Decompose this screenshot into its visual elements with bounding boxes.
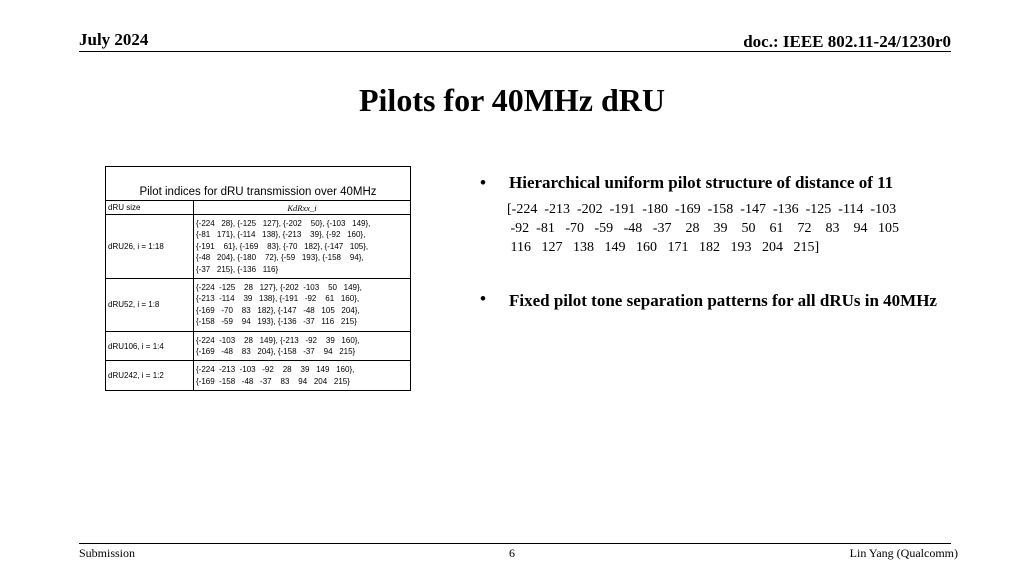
sequence-line: 116 127 138 149 160 171 182 193 204 215]	[507, 240, 820, 255]
bullet-icon: •	[480, 173, 486, 192]
table-header-dru-size: dRU size	[106, 201, 194, 215]
table-caption: Pilot indices for dRU transmission over 40MHz	[106, 167, 411, 201]
table-row	[106, 215, 411, 279]
value-line: {-169 -70 83 182}, {-147 -48 105 204},	[196, 305, 360, 315]
slide-title: Pilots for 40MHz dRU	[358, 82, 666, 118]
sequence-line: -92 -81 -70 -59 -48 -37 28 39 50 61 72 83 94 105	[507, 221, 899, 236]
header-date: July 2024	[79, 30, 149, 49]
footer-author: Lin Yang (Qualcomm)	[849, 546, 958, 560]
pilot-indices-table	[105, 166, 411, 391]
value-line: {-37 215}, {-136 116}	[196, 264, 279, 274]
row-values-dru52	[194, 279, 411, 332]
value-line: {-169 -158 -48 -37 83 94 204 215}	[196, 376, 350, 386]
value-line: {-224 -125 28 127}, {-202 -103 50 149},	[196, 283, 362, 293]
value-line: {-224 28}, {-125 127}, {-202 50}, {-103 149},	[196, 219, 371, 228]
row-label-dru106: dRU106, i = 1:4	[106, 331, 194, 361]
row-values-dru106	[194, 331, 411, 361]
bullet-text: Hierarchical uniform pilot structure of distance of 11	[509, 173, 894, 192]
value-line: {-48 204}, {-180 72}, {-59 193}, {-158 94},	[196, 253, 364, 263]
pilot-sequence	[507, 200, 899, 257]
header-divider	[79, 51, 951, 52]
row-label-dru26: dRU26, i = 1:18	[106, 215, 194, 279]
row-values-dru26	[194, 215, 411, 279]
footer-page-number: 6	[509, 546, 515, 560]
sequence-line: [-224 -213 -202 -191 -180 -169 -158 -147 -136 -125 -114 -103	[507, 202, 897, 217]
table-row	[106, 331, 411, 361]
table-row	[106, 361, 411, 391]
footer-submission: Submission	[79, 546, 136, 560]
value-line: {-81 171}, {-114 138}, {-213 39}, {-92 160},	[196, 230, 366, 240]
value-line: {-224 -103 28 149}, {-213 -92 39 160},	[196, 335, 360, 345]
bullet-text: Fixed pilot tone separation patterns for all dRUs in 40MHz	[509, 291, 937, 310]
footer-divider	[79, 543, 951, 544]
value-line: {-224 -213 -103 -92 28 39 149 160},	[196, 365, 355, 375]
header-doc-id: doc.: IEEE 802.11-24/1230r0	[743, 32, 951, 51]
bullet-icon: •	[480, 289, 486, 308]
table-header-kdrxx: KdRxx_i	[194, 201, 411, 215]
value-line: {-191 61}, {-169 83}, {-70 182}, {-147 105},	[196, 241, 369, 251]
row-values-dru242	[194, 361, 411, 391]
table-row	[106, 279, 411, 332]
value-line: {-158 -59 94 193}, {-136 -37 116 215}	[196, 317, 357, 327]
value-line: {-213 -114 39 138}, {-191 -92 61 160},	[196, 294, 360, 304]
value-line: {-169 -48 83 204}, {-158 -37 94 215}	[196, 347, 356, 357]
row-label-dru52: dRU52, i = 1:8	[106, 279, 194, 332]
row-label-dru242: dRU242, i = 1:2	[106, 361, 194, 391]
